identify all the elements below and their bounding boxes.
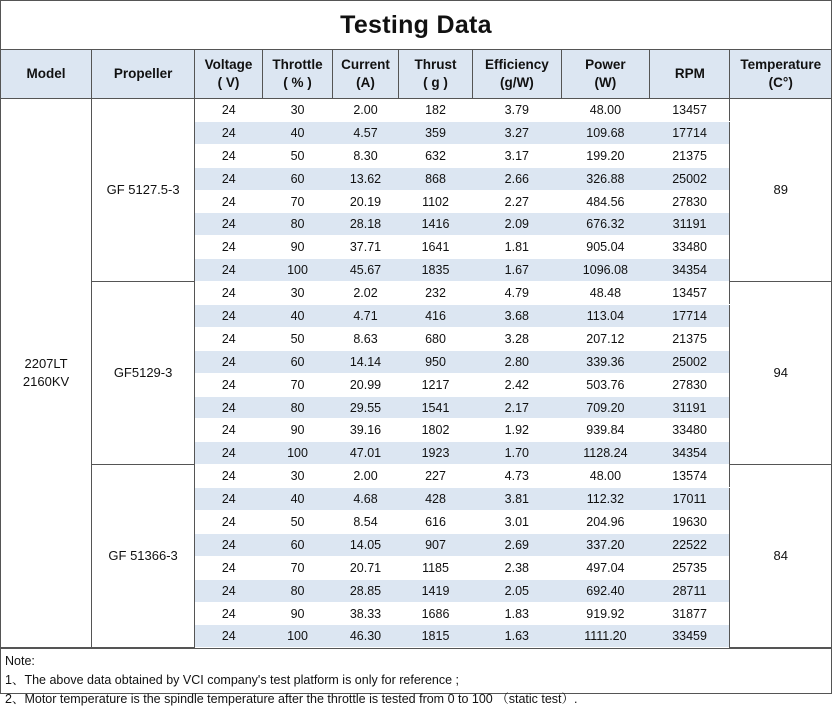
power-cell: 1111.20 — [561, 625, 650, 648]
current-cell: 20.99 — [333, 373, 399, 396]
temperature-cell: 84 — [730, 465, 831, 648]
header-current — [333, 50, 399, 99]
power-cell: 337.20 — [561, 533, 650, 556]
thrust-cell: 907 — [398, 533, 472, 556]
power-cell: 48.00 — [561, 465, 650, 488]
efficiency-cell: 4.73 — [473, 465, 562, 488]
current-cell: 2.00 — [333, 99, 399, 122]
header-voltage-unit: ( V) — [217, 75, 240, 90]
current-cell: 46.30 — [333, 625, 399, 648]
power-cell: 709.20 — [561, 396, 650, 419]
efficiency-cell: 3.27 — [473, 121, 562, 144]
rpm-cell: 33459 — [650, 625, 730, 648]
thrust-cell: 428 — [398, 488, 472, 511]
rpm-cell: 25002 — [650, 167, 730, 190]
thrust-cell: 1419 — [398, 579, 472, 602]
power-cell: 1096.08 — [561, 259, 650, 282]
header-efficiency — [473, 50, 562, 99]
current-cell: 2.00 — [333, 465, 399, 488]
efficiency-cell: 2.05 — [473, 579, 562, 602]
voltage-cell: 24 — [195, 488, 263, 511]
power-cell: 676.32 — [561, 213, 650, 236]
current-cell: 4.68 — [333, 488, 399, 511]
current-cell: 4.71 — [333, 305, 399, 328]
table-row — [1, 465, 831, 488]
rpm-cell: 31191 — [650, 396, 730, 419]
power-cell: 1128.24 — [561, 442, 650, 465]
efficiency-cell: 3.01 — [473, 511, 562, 534]
efficiency-cell: 4.79 — [473, 282, 562, 305]
rpm-cell: 34354 — [650, 442, 730, 465]
throttle-cell: 30 — [263, 282, 333, 305]
current-cell: 38.33 — [333, 602, 399, 625]
rpm-cell: 17011 — [650, 488, 730, 511]
power-cell: 484.56 — [561, 190, 650, 213]
header-thrust — [398, 50, 472, 99]
power-cell: 199.20 — [561, 144, 650, 167]
current-cell: 14.14 — [333, 350, 399, 373]
thrust-cell: 1541 — [398, 396, 472, 419]
voltage-cell: 24 — [195, 602, 263, 625]
efficiency-cell: 2.27 — [473, 190, 562, 213]
voltage-cell: 24 — [195, 625, 263, 648]
voltage-cell: 24 — [195, 511, 263, 534]
voltage-cell: 24 — [195, 190, 263, 213]
table-body — [1, 99, 831, 648]
thrust-cell: 632 — [398, 144, 472, 167]
temperature-cell: 89 — [730, 99, 831, 282]
power-cell: 112.32 — [561, 488, 650, 511]
efficiency-cell: 2.38 — [473, 556, 562, 579]
header-propeller: Propeller — [92, 50, 195, 99]
voltage-cell: 24 — [195, 259, 263, 282]
table-row — [1, 282, 831, 305]
throttle-cell: 70 — [263, 373, 333, 396]
header-throttle — [263, 50, 333, 99]
throttle-cell: 50 — [263, 327, 333, 350]
throttle-cell: 60 — [263, 533, 333, 556]
efficiency-cell: 1.70 — [473, 442, 562, 465]
throttle-cell: 40 — [263, 488, 333, 511]
current-cell: 4.57 — [333, 121, 399, 144]
rpm-cell: 33480 — [650, 236, 730, 259]
power-cell: 113.04 — [561, 305, 650, 328]
header-rpm: RPM — [650, 50, 730, 99]
thrust-cell: 1185 — [398, 556, 472, 579]
rpm-cell: 17714 — [650, 121, 730, 144]
rpm-cell: 27830 — [650, 373, 730, 396]
header-voltage — [195, 50, 263, 99]
current-cell: 45.67 — [333, 259, 399, 282]
note-item-1: 1、The above data obtained by VCI company's test platform is only for reference ; — [5, 673, 460, 688]
rpm-cell: 34354 — [650, 259, 730, 282]
efficiency-cell: 1.63 — [473, 625, 562, 648]
table-row — [1, 99, 831, 122]
throttle-cell: 90 — [263, 419, 333, 442]
throttle-cell: 90 — [263, 602, 333, 625]
thrust-cell: 182 — [398, 99, 472, 122]
voltage-cell: 24 — [195, 419, 263, 442]
thrust-cell: 868 — [398, 167, 472, 190]
rpm-cell: 27830 — [650, 190, 730, 213]
voltage-cell: 24 — [195, 167, 263, 190]
thrust-cell: 1416 — [398, 213, 472, 236]
header-current-label: Current — [341, 57, 390, 72]
voltage-cell: 24 — [195, 373, 263, 396]
power-cell: 48.48 — [561, 282, 650, 305]
current-cell: 8.30 — [333, 144, 399, 167]
voltage-cell: 24 — [195, 442, 263, 465]
rpm-cell: 21375 — [650, 327, 730, 350]
throttle-cell: 80 — [263, 396, 333, 419]
thrust-cell: 416 — [398, 305, 472, 328]
throttle-cell: 60 — [263, 350, 333, 373]
efficiency-cell: 3.79 — [473, 99, 562, 122]
thrust-cell: 1923 — [398, 442, 472, 465]
thrust-cell: 1217 — [398, 373, 472, 396]
voltage-cell: 24 — [195, 144, 263, 167]
current-cell: 20.19 — [333, 190, 399, 213]
voltage-cell: 24 — [195, 350, 263, 373]
efficiency-cell: 3.68 — [473, 305, 562, 328]
thrust-cell: 1686 — [398, 602, 472, 625]
current-cell: 39.16 — [333, 419, 399, 442]
rpm-cell: 13457 — [650, 282, 730, 305]
throttle-cell: 100 — [263, 625, 333, 648]
header-current-unit: (A) — [356, 75, 375, 90]
propeller-cell: GF 5127.5-3 — [92, 99, 195, 282]
throttle-cell: 50 — [263, 144, 333, 167]
current-cell: 8.63 — [333, 327, 399, 350]
efficiency-cell: 1.67 — [473, 259, 562, 282]
header-voltage-label: Voltage — [204, 57, 253, 72]
header-temperature-label: Temperature — [740, 57, 822, 72]
rpm-cell: 13574 — [650, 465, 730, 488]
header-power-label: Power — [585, 57, 626, 72]
power-cell: 207.12 — [561, 327, 650, 350]
current-cell: 2.02 — [333, 282, 399, 305]
throttle-cell: 100 — [263, 442, 333, 465]
testing-data-table — [1, 50, 831, 648]
throttle-cell: 50 — [263, 511, 333, 534]
page-title: Testing Data — [1, 1, 831, 50]
header-thrust-unit: ( g ) — [423, 75, 448, 90]
throttle-cell: 70 — [263, 556, 333, 579]
thrust-cell: 359 — [398, 121, 472, 144]
efficiency-cell: 1.92 — [473, 419, 562, 442]
header-throttle-unit: ( % ) — [283, 75, 312, 90]
voltage-cell: 24 — [195, 533, 263, 556]
header-model: Model — [1, 50, 92, 99]
notes-heading: Note: — [5, 654, 35, 669]
voltage-cell: 24 — [195, 396, 263, 419]
thrust-cell: 1835 — [398, 259, 472, 282]
rpm-cell: 25002 — [650, 350, 730, 373]
power-cell: 204.96 — [561, 511, 650, 534]
header-throttle-label: Throttle — [272, 57, 323, 72]
rpm-cell: 25735 — [650, 556, 730, 579]
voltage-cell: 24 — [195, 579, 263, 602]
temperature-cell: 94 — [730, 282, 831, 465]
efficiency-cell: 2.69 — [473, 533, 562, 556]
thrust-cell: 232 — [398, 282, 472, 305]
voltage-cell: 24 — [195, 465, 263, 488]
efficiency-cell: 2.80 — [473, 350, 562, 373]
thrust-cell: 616 — [398, 511, 472, 534]
thrust-cell: 1802 — [398, 419, 472, 442]
current-cell: 13.62 — [333, 167, 399, 190]
voltage-cell: 24 — [195, 121, 263, 144]
notes-section — [1, 648, 831, 709]
rpm-cell: 21375 — [650, 144, 730, 167]
voltage-cell: 24 — [195, 556, 263, 579]
thrust-cell: 1102 — [398, 190, 472, 213]
current-cell: 14.05 — [333, 533, 399, 556]
header-power-unit: (W) — [594, 75, 617, 90]
power-cell: 503.76 — [561, 373, 650, 396]
throttle-cell: 70 — [263, 190, 333, 213]
throttle-cell: 30 — [263, 99, 333, 122]
throttle-cell: 90 — [263, 236, 333, 259]
throttle-cell: 100 — [263, 259, 333, 282]
header-power — [561, 50, 650, 99]
voltage-cell: 24 — [195, 236, 263, 259]
header-efficiency-unit: (g/W) — [499, 75, 534, 90]
throttle-cell: 80 — [263, 579, 333, 602]
efficiency-cell: 2.09 — [473, 213, 562, 236]
throttle-cell: 30 — [263, 465, 333, 488]
thrust-cell: 227 — [398, 465, 472, 488]
efficiency-cell: 2.66 — [473, 167, 562, 190]
propeller-cell: GF5129-3 — [92, 282, 195, 465]
current-cell: 28.85 — [333, 579, 399, 602]
throttle-cell: 80 — [263, 213, 333, 236]
thrust-cell: 1641 — [398, 236, 472, 259]
current-cell: 8.54 — [333, 511, 399, 534]
voltage-cell: 24 — [195, 213, 263, 236]
power-cell: 692.40 — [561, 579, 650, 602]
voltage-cell: 24 — [195, 305, 263, 328]
rpm-cell: 33480 — [650, 419, 730, 442]
voltage-cell: 24 — [195, 327, 263, 350]
power-cell: 919.92 — [561, 602, 650, 625]
throttle-cell: 60 — [263, 167, 333, 190]
rpm-cell: 28711 — [650, 579, 730, 602]
header-temperature — [730, 50, 831, 99]
thrust-cell: 1815 — [398, 625, 472, 648]
throttle-cell: 40 — [263, 305, 333, 328]
propeller-cell: GF 51366-3 — [92, 465, 195, 648]
voltage-cell: 24 — [195, 282, 263, 305]
rpm-cell: 22522 — [650, 533, 730, 556]
rpm-cell: 19630 — [650, 511, 730, 534]
throttle-cell: 40 — [263, 121, 333, 144]
power-cell: 326.88 — [561, 167, 650, 190]
efficiency-cell: 3.17 — [473, 144, 562, 167]
power-cell: 939.84 — [561, 419, 650, 442]
thrust-cell: 680 — [398, 327, 472, 350]
efficiency-cell: 2.42 — [473, 373, 562, 396]
current-cell: 47.01 — [333, 442, 399, 465]
efficiency-cell: 1.81 — [473, 236, 562, 259]
header-temperature-unit: (C°) — [768, 75, 793, 90]
power-cell: 48.00 — [561, 99, 650, 122]
current-cell: 37.71 — [333, 236, 399, 259]
current-cell: 28.18 — [333, 213, 399, 236]
efficiency-cell: 3.28 — [473, 327, 562, 350]
efficiency-cell: 1.83 — [473, 602, 562, 625]
note-item-2: 2、Motor temperature is the spindle temperature after the throttle is tested from 0 to 100 （static test）. — [5, 692, 578, 707]
power-cell: 109.68 — [561, 121, 650, 144]
header-efficiency-label: Efficiency — [484, 57, 549, 72]
rpm-cell: 31191 — [650, 213, 730, 236]
rpm-cell: 31877 — [650, 602, 730, 625]
current-cell: 29.55 — [333, 396, 399, 419]
header-row — [1, 50, 831, 99]
rpm-cell: 13457 — [650, 99, 730, 122]
rpm-cell: 17714 — [650, 305, 730, 328]
current-cell: 20.71 — [333, 556, 399, 579]
efficiency-cell: 3.81 — [473, 488, 562, 511]
efficiency-cell: 2.17 — [473, 396, 562, 419]
thrust-cell: 950 — [398, 350, 472, 373]
voltage-cell: 24 — [195, 99, 263, 122]
header-thrust-label: Thrust — [414, 57, 457, 72]
power-cell: 905.04 — [561, 236, 650, 259]
power-cell: 497.04 — [561, 556, 650, 579]
power-cell: 339.36 — [561, 350, 650, 373]
model-cell: 2207LT 2160KV — [1, 99, 92, 648]
